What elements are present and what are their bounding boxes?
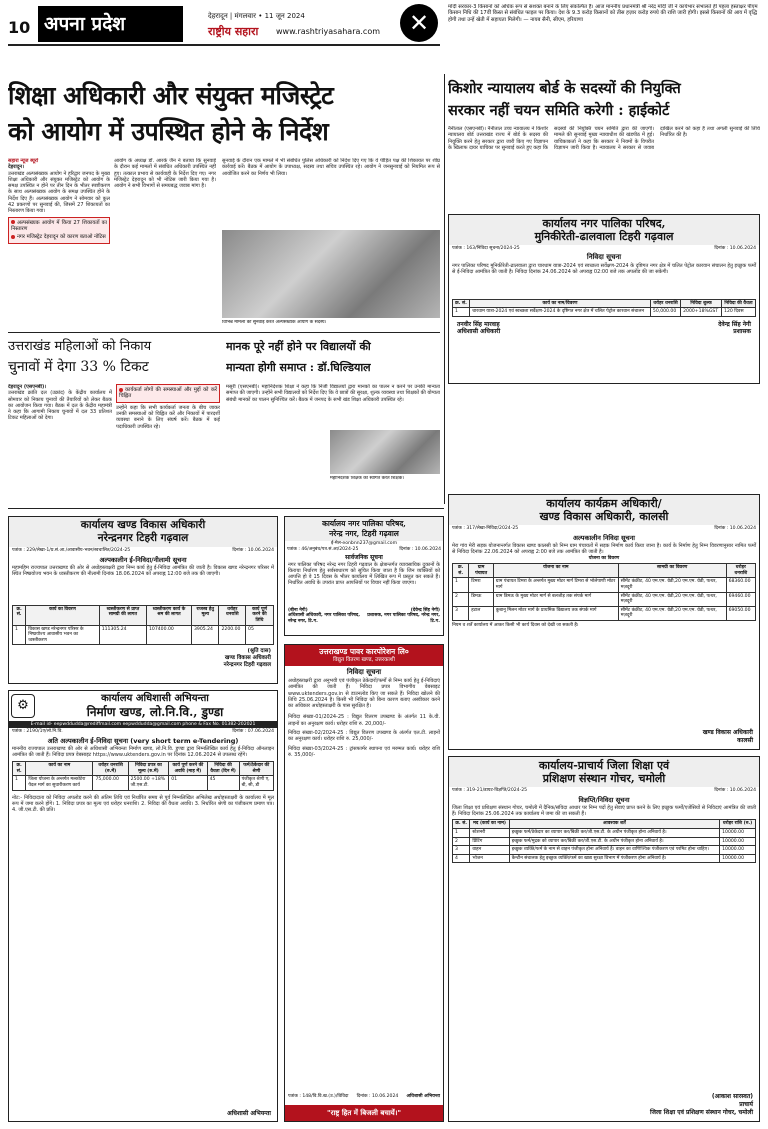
table-cell: 1	[453, 828, 470, 837]
table-cell: 3	[453, 606, 469, 620]
table-cell: वाहन	[470, 846, 509, 855]
table-cell: टिमरा	[469, 578, 494, 592]
table-header: कार्य का विवरण	[26, 605, 99, 625]
table-cell: कैन्टीन संचालक हेतु इच्छुक व्यक्ति/फर्म का खाद्य सुरक्षा विभाग में पंजीकरण होना अनिवार्य है।	[509, 854, 719, 863]
lead-photo-caption: विभिन्न मामलों की सुनवाई करते अल्पसंख्यक आयोग के सदस्य।	[222, 320, 327, 325]
table-cell: 10000.00	[720, 854, 756, 863]
table-cell: 10000.00	[720, 828, 756, 837]
table-header: धरोहर धनराशि (रु.में)	[93, 762, 128, 776]
table-cell: इच्छुक फर्म/मुद्रक को व्यापार कर/बिक्री कर/जी.एस.टी. के अधीन पंजीकृत होना अनिवार्य है।	[509, 837, 719, 846]
upcl-footer: "राष्ट्र हित में बिजली बचायें।"	[285, 1105, 443, 1121]
lead-photo	[222, 230, 440, 318]
pwd-table	[12, 761, 274, 790]
table-cell: 50,000.00	[650, 308, 680, 317]
table-cell: 45	[207, 776, 239, 790]
table-header: निविदा शुल्क	[681, 299, 722, 308]
table-row	[453, 606, 756, 620]
table-header: ग्राम पंचायत	[469, 564, 494, 578]
bullet-icon	[11, 220, 15, 224]
table-cell: प्रिंटिंग	[470, 837, 509, 846]
lead-byline: सहारा न्यूज ब्यूरो	[8, 158, 39, 164]
lead-dateline: देहरादून।	[8, 164, 24, 171]
table-header: क्र. सं.	[453, 820, 470, 829]
table-row	[453, 828, 756, 837]
table-header: निविदा प्रपत्र का मूल्य (रु.में)	[128, 762, 169, 776]
munikireti-ad: कार्यालय नगर पालिका परिषद, मुनिकीरेती-ढालवाला टिहरी गढ़वाल पत्रांक : 163/निविदा सूचना/2024-25 दिनांक : 10.06.2024 निविदा सूचना नगर पालिका परिषद मुनिकीरेती-ढालवाला द्वारा चारधाम यात्रा-2024 एवं स्वच्छता सर्वेक्षण-2024 के दृष्टिगत नगर क्षेत्र में चलित पेट्रोल कारवान संचालन हेतु इच्छुक फर्मों से ई-निविदा आमंत्रित की जाती है। निविदा दिनांक 24.06.2024 को अपराह्न 02:00 बजे तक अपलोड की जा सकेगी। क्र. सं. कार्य का नाम/विवरण धरोहर धनराशि निविदा शुल्क निविदा की वैधता 1 चारधाम यात्रा-2024 एवं स्वच्छता सर्वेक्षण-2024 के दृष्टिगत नगर क्षेत्र में चलित पेट्रोल कारवान संचालन 50,000.00 2000+18%GST 120 दिवस तनवीर सिंह मारवाह अधिशासी अधिकारी देवेन्द्र सिंह नेगी प्रशासक	[448, 214, 760, 384]
section-title: अपना प्रदेश	[38, 6, 183, 42]
table-header: सामग्री का विवरण	[618, 564, 726, 578]
munikireti-title-2: मुनिकीरेती-ढालवाला टिहरी गढ़वाल	[534, 230, 674, 243]
table-cell: 10000.00	[720, 837, 756, 846]
gauchar-ad: कार्यालय-प्राचार्य जिला शिक्षा एवं प्रशिक्षण संस्थान गोचर, चमोली पत्रांक : 319-21/डायट-विज्ञप्ति/2024-25 दिनांक : 10.06.2024 विज्ञप्ति/निविदा सूचना जिला शिक्षा एवं प्रशिक्षण संस्थान गोचर, चमोली में दैनिक/संविदा आधार पर निम्न पदों हेतु सेवाएं प्राप्त करने के लिए इच्छुक फर्मों/एजेंसियों से निविदाएं आमंत्रित की जाती हैं। निविदा दिनांक 25.06.2024 तक कार्यालय में जमा की जा सकती हैं। क्र. सं. मद (कार्य का नाम) आवश्यक शर्तें धरोहर राशि (रु.) 1 स्टेशनरी इच्छुक फर्म/ठेकेदार का व्यापार कर/बिक्री कर/जी.एस.टी. के अधीन पंजीकृत होना अनिवार्य है। 10000.00 2 प्रिंटिंग इच्छुक फर्म/मुद्रक को व्यापार कर/बिक्री कर/जी.एस.टी. के अधीन पंजीकृत होना अनिवार्य है। 10000.00 3 वाहन इच्छुक व्यक्ति/फर्म के नाम से वाहन पंजीकृत होना अनिवार्य है। वाहन का वाणिज्यिक पंजीकरण एवं परमिट होना चाहिए। 10000.00 4 भोजन कैन्टीन संचालक हेतु इच्छुक व्यक्ति/फर्म का खाद्य सुरक्षा विभाग में पंजीकरण होना अनिवार्य है। 10000.00 (आकाश सारस्वत) प्राचार्य जिला शिक्षा एवं प्रशिक्षण संस्थान गोचर, चमोली	[448, 756, 760, 1122]
table-cell: डिमऊ	[469, 592, 494, 606]
women-headline: उत्तराखंड महिलाओं को निकाय चुनावों में देगा 33 % टिकट	[8, 339, 152, 375]
table-cell: इच्छुक फर्म/ठेकेदार का व्यापार कर/बिक्री कर/जी.एस.टी. के अधीन पंजीकृत होना अनिवार्य है।	[509, 828, 719, 837]
table-cell: विकास खण्ड नरेन्द्रनगर परिसर के निष्प्रयोज्य आवासीय भवन का ध्वस्तीकरण	[26, 625, 99, 645]
table-header: कार्य पूर्ण करने की अवधि (माह में)	[169, 762, 207, 776]
table-row	[453, 578, 756, 592]
table-header: योजना का नाम	[493, 564, 618, 578]
table-header: क्र. सं.	[453, 299, 470, 308]
table-header: निविदा की वैधता	[722, 299, 756, 308]
munikireti-body: नगर पालिका परिषद मुनिकीरेती-ढालवाला द्वारा चारधाम यात्रा-2024 एवं स्वच्छता सर्वेक्षण-2024 के दृष्टिगत नगर क्षेत्र में चलित पेट्रोल कारवान संचालन हेतु इच्छुक फर्मों से ई-निविदा आमंत्रित की जाती है। निविदा दिनांक 24.06.2024 को अपराह्न 02:00 बजे तक अपलोड की जा सकेगी।	[452, 262, 756, 276]
table-header: कार्य का नाम	[26, 762, 93, 776]
kalsi-table	[452, 563, 756, 621]
table-row	[453, 854, 756, 863]
website-url: www.rashtriyasahara.com	[276, 27, 381, 36]
table-cell: ग्राम पंचायत टिमरा के अन्तर्गत मुख्य मोटर मार्ग टिमरा से भोलेपाणी मोटर मार्ग	[493, 578, 618, 592]
lead-col-2: आयोग के अध्यक्ष डॉ. आरके जैन ने बताया कि सुनवाई के दौरान कई मामलों में संबंधित अधिकारी उपस्थित नहीं हुए। तत्काल प्रभाव से कार्यवाही के निर्देश दिए गए। नगर मजिस्ट्रेट देहरादून को भी नोटिस जारी किया गया है। आयोग ने सभी विभागों से समयबद्ध जवाब मांगा है।	[114, 158, 216, 190]
pwd-dunda-ad: ⚙ कार्यालय अधिशासी अभियन्ता निर्माण खण्ड, लो.नि.वि., डुण्डा E-mail id- eepwddudda@rediffmail.com eepwddudda@gmail.com phone & Fax No. 01382-202021 पत्रांक : 2190/1ए/लो.नि.वि. दिनांक : 07.06.2024 अति अल्पकालीन ई-निविदा सूचना (very short term e-Tendering) माननीय राज्यपाल उत्तराखण्ड की ओर से अधिशासी अभियन्ता निर्माण खण्ड, लो.नि.वि. डुण्डा द्वारा निम्नलिखित कार्य हेतु ई-निविदा ऑनलाइन आमंत्रित की जाती हैं। निविदा प्रपत्र वेबसाइट https://www.uktenders.gov.in पर दिनांक 12.06.2024 से उपलब्ध रहेंगे। क्र. सं. कार्य का नाम धरोहर धनराशि (रु.में) निविदा प्रपत्र का मूल्य (रु.में) कार्य पूर्ण करने की अवधि (माह में) निविदा की वैधता (दिन में) फर्म/ठेकेदार की श्रेणी 1 जिला योजना के अन्तर्गत मल्कोटेरा पैदल मार्ग का सुधारीकरण कार्य 75,000.00 2500.00 +18% जी.एस.टी. 01 45 पंजीकृत श्रेणी ए, बी, सी, डी नोट:- निविदादाता को निविदा अपलोड करने की अंतिम तिथि एवं निर्धारित समय से पूर्व निम्नलिखित अभिलेख अधोहस्ताक्षरी के कार्यालय में मूल रूप में जमा करने होंगे। 1. निविदा प्रपत्र का मूल्य एवं धरोहर धनराशि। 2. निविदा की वैधता अवधि। 3. निर्धारित श्रेणी का पंजीकरण प्रमाण पत्र। 4. जी.एस.टी. की प्रति। अधिशासी अभियन्ता	[8, 690, 278, 1122]
table-cell: 1	[13, 776, 26, 790]
table-cell: सीमेंट कंक्रीट, 40 एम.एम. ग्रेडी,20 एम.एम. ग्रेडी, पत्थर, मज़दूरी	[618, 592, 726, 606]
table-header: निविदा की वैधता (दिन में)	[207, 762, 239, 776]
table-cell: 2	[453, 837, 470, 846]
table-header: धरोहर धनराशि	[219, 605, 246, 625]
kalsi-ad: कार्यालय कार्यक्रम अधिकारी/ खण्ड विकास अधिकारी, कालसी पत्रांक : 317/लेखा-निविदा/2024-25 दिनांक : 10.06.2024 अल्पकालीन निविदा सूचना मेरा गांव मेरी सड़क योजनान्तर्गत विकास खण्ड कालसी को निम्न ग्राम पंचायतों में सड़क निर्माण कार्य किया जाना है। कार्य के निर्माण हेतु निम्न विवरणानुसार नामित फर्मों से निविदा दिनांक 22.06.2024 को अपराह्न 2:00 बजे तक आमंत्रित की जाती है। योजना का विवरण क्र. सं. ग्राम पंचायत योजना का नाम सामग्री का विवरण धरोहर धनराशि 1 टिमरा ग्राम पंचायत टिमरा के अन्तर्गत मुख्य मोटर मार्ग टिमरा से भोलेपाणी मोटर मार्ग सीमेंट कंक्रीट, 40 एम.एम. ग्रेडी,20 एम.एम. ग्रेडी, पत्थर, मज़दूरी 68360.00 2 डिमऊ ग्राम डिमऊ के मुख्य मोटर मार्ग से बलजौड़ तक संपर्क मार्ग सीमेंट कंक्रीट, 40 एम.एम. ग्रेडी,20 एम.एम. ग्रेडी, पत्थर, मज़दूरी 69460.00 3 हटाल कुबानू मिलन मोटर मार्ग के प्राथमिक विद्यालय तक संपर्क मार्ग सीमेंट कंक्रीट, 40 एम.एम. ग्रेडी,20 एम.एम. ग्रेडी, पत्थर, मज़दूरी 69050.00 नियम व शर्तें कार्यालय में आकर किसी भी कार्य दिवस को देखी जा सकती हैं। खण्ड विकास अधिकारी कालसी	[448, 494, 760, 750]
narendranagar-bdo-ad: कार्यालय खण्ड विकास अधिकारी नरेन्द्रनगर टिहरी गढ़वाल पत्रांक : 229/लेखा-1/प्र.सं.आ./आवासीय-भवन/स्वचालित/2024-25 दिनांक : 10.06.2024 अल्पकालीन ई-निविदा/नीलामी सूचना महामहिम राज्यपाल उत्तराखण्ड की ओर से अधोहस्ताक्षरी द्वारा निम्न कार्य हेतु ई-निविदा आमंत्रित की जाती है। विकास खण्ड नरेन्द्रनगर परिसर में स्थित निष्प्रयोज्य भवन के ध्वस्तीकरण की नीलामी दिनांक 18.06.2024 को अपराह्न 12:00 बजे तक की जाएगी। क्र. सं. कार्य का विवरण ध्वस्तीकरण से प्राप्त सामग्री की लागत ध्वस्तीकरण कार्य के श्रम की लागत राजस्व हेतु मूल्य धरोहर धनराशि कार्य पूर्ण करने की तिथि 1 विकास खण्ड नरेन्द्रनगर परिसर के निष्प्रयोज्य आवासीय भवन का ध्वस्तीकरण 111305.24 107400.00 3905.24 2200.00 05 (श्रुति दास) खण्ड विकास अधिकारी नरेन्द्रनगर टिहरी गढ़वाल	[8, 516, 278, 684]
table-header: ध्वस्तीकरण कार्य के श्रम की लागत	[146, 605, 191, 625]
table-header: कार्य पूर्ण करने की तिथि	[246, 605, 274, 625]
munikireti-sign-right-name: देवेन्द्र सिंह नेगी	[718, 320, 751, 328]
table-cell: 120 दिवस	[722, 308, 756, 317]
pwd-logo-icon: ⚙	[11, 694, 35, 718]
pm-quote: मोदी सरकार-3 किसानों को अधिक रूप से सशक्त बनाने के लिए संकल्पित है। आज माननीय प्रधानमंत्री श्री नरेंद्र मोदी जी ने कार्यभार संभालते ही पहला हस्ताक्षर पीएम किसान निधि की 17वीं किस्त से संबंधित फाइल पर किया। देश के 9.3 करोड़ किसानों को तीस हज़ार करोड़ रुपये की राशि जारी होगी। इससे किसानों की आय में वृद्धि होगी तथा उन्हें खेती में सहायता मिलेगी। — नायब सैनी, सीएम, हरियाणा	[448, 4, 758, 23]
upcl-tender-list	[285, 710, 443, 759]
newspaper-logo: राष्ट्रीय सहारा	[208, 25, 259, 38]
lead-body-1: उत्तराखंड अल्पसंख्यक आयोग ने हरिद्वार जनपद के मुख्य शिक्षा अधिकारी और संयुक्त मजिस्ट्रेट को आयोग के समक्ष उपस्थित न होने पर तीन दिन के भीतर स्पष्टीकरण के साथ अल्पसंख्यक आयोग के समक्ष उपस्थित होने के निर्देश दिए हैं। अल्पसंख्यक आयोग ने सोमवार को कुल 42 प्रकरणों पर सुनवाई की, जिसमें 27 शिकायतों का निस्तारण किया गया।	[8, 170, 110, 215]
table-cell: 1	[453, 578, 469, 592]
table-cell: 2200.00	[219, 625, 246, 645]
munikireti-sign-left-name: तनवीर सिंह मारवाह	[457, 320, 500, 328]
gauchar-table	[452, 819, 756, 863]
juvenile-body: नैनीताल (एसएनबी)। नैनीताल उच्च न्यायालय ने किशोर न्यायालय बोर्ड उत्तराखंड राज्य में बोर्ड के सदस्य की नियुक्ति करने हेतु सरकार द्वारा जारी किए गए विज्ञापन के खिलाफ दायर याचिका पर सुनवाई करते हुए कहा कि सदस्यों की नियुक्ति चयन समिति द्वारा की जाएगी। मामले की सुनवाई मुख्य न्यायाधीश की खंडपीठ में हुई। याचिकाकर्ता ने कहा कि सरकार ने नियमों के विपरीत विज्ञापन जारी किया है। न्यायालय ने सरकार से जवाब दाखिल करने को कहा है तथा अगली सुनवाई की तिथि निर्धारित की है।	[448, 126, 760, 151]
table-header: आवश्यक शर्तें	[509, 820, 719, 829]
table-cell: 1	[13, 625, 26, 645]
munikireti-title-1: कार्यालय नगर पालिका परिषद,	[542, 217, 666, 230]
women-bullet-box: कार्यकर्ता लोगों की समस्याओं और मुद्दों को करें चिह्नित	[116, 384, 220, 403]
x-logo-icon: ✕	[400, 4, 438, 42]
juvenile-headline: किशोर न्यायालय बोर्ड के सदस्यों की नियुक्ति सरकार नहीं चयन समिति करेगी : हाईकोर्ट	[448, 80, 681, 119]
table-row	[453, 837, 756, 846]
lead-col-3: सुनवाई के दौरान एक मामले में भी संबंधित पुलिस अधिकारी को निर्देश दिए गए कि वे पीड़ित पक्ष की शिकायत पर शीघ्र कार्रवाई करें। बैठक में आयोग के उपाध्यक्ष, सदस्य तथा सचिव उपस्थित रहे। आयोग ने जनसुनवाई को नियमित रूप से आयोजित करने का निर्णय भी लिया।	[222, 158, 440, 177]
school-photo	[330, 430, 440, 474]
table-header: मद (कार्य का नाम)	[470, 820, 509, 829]
table-cell: जिला योजना के अन्तर्गत मल्कोटेरा पैदल मार्ग का सुधारीकरण कार्य	[26, 776, 93, 790]
school-body: मसूरी (एसएनबी)। महानिदेशक शिक्षा ने कहा कि निजी विद्यालयों द्वारा मानकों का पालन न करने पर उनकी मान्यता समाप्त की जाएगी। उन्होंने सभी विद्यालयों को निर्देश दिए कि वे छात्रों की सुरक्षा, शुल्क व्यवस्था तथा शिक्षकों की योग्यता संबंधी मानकों का पालन सुनिश्चित करें। बैठक में जनपद के सभी खंड शिक्षा अधिकारी उपस्थित रहे।	[226, 384, 440, 403]
table-cell: सीमेंट कंक्रीट, 40 एम.एम. ग्रेडी,20 एम.एम. ग्रेडी, पत्थर, मज़दूरी	[618, 606, 726, 620]
women-col-1: देहरादून (एसएनबी)। उत्तराखंड क्रांति दल (उक्रांद) के केंद्रीय कार्यालय में सोमवार को निकाय चुनावों की तैयारियों को लेकर बैठक का आयोजन किया गया। बैठक में दल के केंद्रीय महामंत्री ने कहा कि आगामी निकाय चुनावों में दल 33 प्रतिशत टिकट महिलाओं को देगा।	[8, 384, 112, 422]
list-item: निविदा संख्या-03/2024-25 : ट्रांसफार्मर स्थापना एवं मरम्मत कार्य। धरोहर राशि रु. 35,000/-	[288, 745, 440, 758]
munikireti-ref: पत्रांक : 163/निविदा सूचना/2024-25	[452, 246, 520, 251]
page-number: 10	[8, 18, 31, 37]
table-cell: स्टेशनरी	[470, 828, 509, 837]
table-header: ध्वस्तीकरण से प्राप्त सामग्री की लागत	[99, 605, 146, 625]
table-cell: 107400.00	[146, 625, 191, 645]
women-col-2: कार्यकर्ता लोगों की समस्याओं और मुद्दों को करें चिह्नित उन्होंने कहा कि सभी कार्यकर्ता जनता के बीच जाकर उनकी समस्याओं को चिह्नित करें और निकायों में पारदर्शी व्यवस्था बनाने के लिए संघर्ष करें। बैठक में कई पदाधिकारी उपस्थित रहे।	[116, 384, 220, 484]
table-cell: 75,000.00	[93, 776, 128, 790]
table-header: राजस्व हेतु मूल्य	[191, 605, 219, 625]
narendranagar-np-ad: कार्यालय नगर पालिका परिषद, नरेन्द्र नगर, टिहरी गढ़वाल ई-मेल-eonbnn237@gmail.com पत्रांक : 46/अनुबंध/पत्र.सं.आ/2024-25 दिनांक : 10.06.2024 सार्वजनिक सूचना नगर पालिका परिषद नरेन्द्र नगर टिहरी गढ़वाल के क्षेत्रान्तर्गत व्यावसायिक दुकानों के किराया निर्धारण हेतु सर्वसाधारण को सूचित किया जाता है कि जिन व्यक्तियों को आपत्ति हो वे 15 दिवस के भीतर कार्यालय में लिखित रूप में प्रस्तुत कर सकते हैं। निर्धारित अवधि के उपरांत प्राप्त आपत्तियों पर विचार नहीं किया जाएगा। (बीना नेगी) अधिशासी अधिकारी, नगर पालिका परिषद, नरेन्द्र नगर, टि.ग. (देवेन्द्र सिंह नेगी) प्रशासक, नगर पालिका परिषद, नरेन्द्र नगर, टि.ग.	[284, 516, 444, 636]
table-row	[453, 846, 756, 855]
table-header: धरोहर राशि (रु.)	[720, 820, 756, 829]
table-row	[453, 592, 756, 606]
table-cell: 1	[453, 308, 470, 317]
table-cell: 69460.00	[726, 592, 755, 606]
lead-bullet-box: अल्पसंख्यक आयोग में किया 27 शिकायतों का निस्तारण नगर मजिस्ट्रेट देहरादून को कारण बताओ नोटिस	[8, 217, 110, 244]
table-cell: कुबानू मिलन मोटर मार्ग के प्राथमिक विद्यालय तक संपर्क मार्ग	[493, 606, 618, 620]
bullet-icon	[119, 388, 123, 392]
table-cell: 3	[453, 846, 470, 855]
school-photo-caption: महानिदेशक शिक्षक का स्वागत करते शिक्षक।	[330, 476, 404, 481]
munikireti-notice: निविदा सूचना	[586, 252, 622, 261]
table-header: क्र. सं.	[13, 762, 26, 776]
munikireti-date: दिनांक : 10.06.2024	[714, 246, 756, 251]
table-cell: 68360.00	[726, 578, 755, 592]
table-cell: ग्राम डिमऊ के मुख्य मोटर मार्ग से बलजौड़ तक संपर्क मार्ग	[493, 592, 618, 606]
bullet-icon	[11, 235, 15, 239]
table-header: फर्म/ठेकेदार की श्रेणी	[239, 762, 273, 776]
table-header: धरोहर धनराशि	[650, 299, 680, 308]
table-cell: हटाल	[469, 606, 494, 620]
list-item: निविदा संख्या-02/2024-25 : विद्युत वितरण उपखण्ड के अंतर्गत एल.टी. लाइनों का अनुरक्षण कार्य। धरोहर राशि रु. 25,000/-	[288, 730, 440, 743]
table-header: क्र. सं.	[13, 605, 26, 625]
table-row	[13, 776, 274, 790]
table-cell: 111305.24	[99, 625, 146, 645]
table-cell: इच्छुक व्यक्ति/फर्म के नाम से वाहन पंजीकृत होना अनिवार्य है। वाहन का वाणिज्यिक पंजीकरण एवं परमिट होना चाहिए।	[509, 846, 719, 855]
table-cell: 2500.00 +18% जी.एस.टी.	[128, 776, 169, 790]
lead-col-1	[8, 158, 110, 326]
lead-headline: शिक्षा अधिकारी और संयुक्त मजिस्ट्रेट को आयोग में उपस्थित होने के निर्देश	[8, 81, 334, 146]
table-cell: 2000+18%GST	[681, 308, 722, 317]
table-header: धरोहर धनराशि	[726, 564, 755, 578]
upcl-ad: उत्तराखण्ड पावर कारपोरेशन लि० विद्युत वितरण खण्ड, उत्तरकाशी निविदा सूचना अधोहस्ताक्षरी द्वारा अनुभवी एवं पंजीकृत ठेकेदारों/फर्मों से निम्न कार्य हेतु ई-निविदाएं आमंत्रित की जाती हैं। निविदा प्रपत्र विभागीय वेबसाइट www.uktenders.gov.in से डाउनलोड किए जा सकते हैं। निविदा खोलने की तिथि 25.06.2024 है। किसी भी निविदा को बिना कारण बताए अस्वीकार करने का अधिकार अधोहस्ताक्षरी के पास सुरक्षित है। निविदा संख्या-01/2024-25 : विद्युत वितरण उपखण्ड के अंतर्गत 11 के.वी. लाइनों का अनुरक्षण कार्य। धरोहर राशि रु. 20,000/- निविदा संख्या-02/2024-25 : विद्युत वितरण उपखण्ड के अंतर्गत एल.टी. लाइनों का अनुरक्षण कार्य। धरोहर राशि रु. 25,000/- निविदा संख्या-03/2024-25 : ट्रांसफार्मर स्थापना एवं मरम्मत कार्य। धरोहर राशि रु. 35,000/- पत्रांक : 148/वि.वि.ख.(उ.)/विविदा दिनांक : 10.06.2024 अधिशासी अभियन्ता "राष्ट्र हित में बिजली बचायें।"	[284, 644, 444, 1122]
table-cell: 2	[453, 592, 469, 606]
table-cell: 3905.24	[191, 625, 219, 645]
table-header: कार्य का नाम/विवरण	[470, 299, 651, 308]
table-row	[453, 308, 756, 317]
table-cell: 69050.00	[726, 606, 755, 620]
table-cell: भोजन	[470, 854, 509, 863]
list-item: निविदा संख्या-01/2024-25 : विद्युत वितरण उपखण्ड के अंतर्गत 11 के.वी. लाइनों का अनुरक्षण कार्य। धरोहर राशि रु. 20,000/-	[288, 714, 440, 727]
narendranagar-bdo-table	[12, 605, 274, 646]
table-cell: 4	[453, 854, 470, 863]
table-row	[13, 625, 274, 645]
table-header: क्र. सं.	[453, 564, 469, 578]
table-cell: 05	[246, 625, 274, 645]
table-cell: चारधाम यात्रा-2024 एवं स्वच्छता सर्वेक्षण-2024 के दृष्टिगत नगर क्षेत्र में चलित पेट्रोल कारवान संचालन	[470, 308, 651, 317]
school-headline: मानक पूरे नहीं होने पर विद्यालयों की मान्यता होगी समाप्त : डॉ.घिल्डियाल	[226, 340, 371, 374]
munikireti-table	[452, 299, 756, 317]
table-cell: पंजीकृत श्रेणी ए, बी, सी, डी	[239, 776, 273, 790]
edition-date: देहरादून | मंगलवार • 11 जून 2024	[208, 12, 305, 20]
table-cell: 01	[169, 776, 207, 790]
table-cell: सीमेंट कंक्रीट, 40 एम.एम. ग्रेडी,20 एम.एम. ग्रेडी, पत्थर, मज़दूरी	[618, 578, 726, 592]
table-cell: 10000.00	[720, 846, 756, 855]
